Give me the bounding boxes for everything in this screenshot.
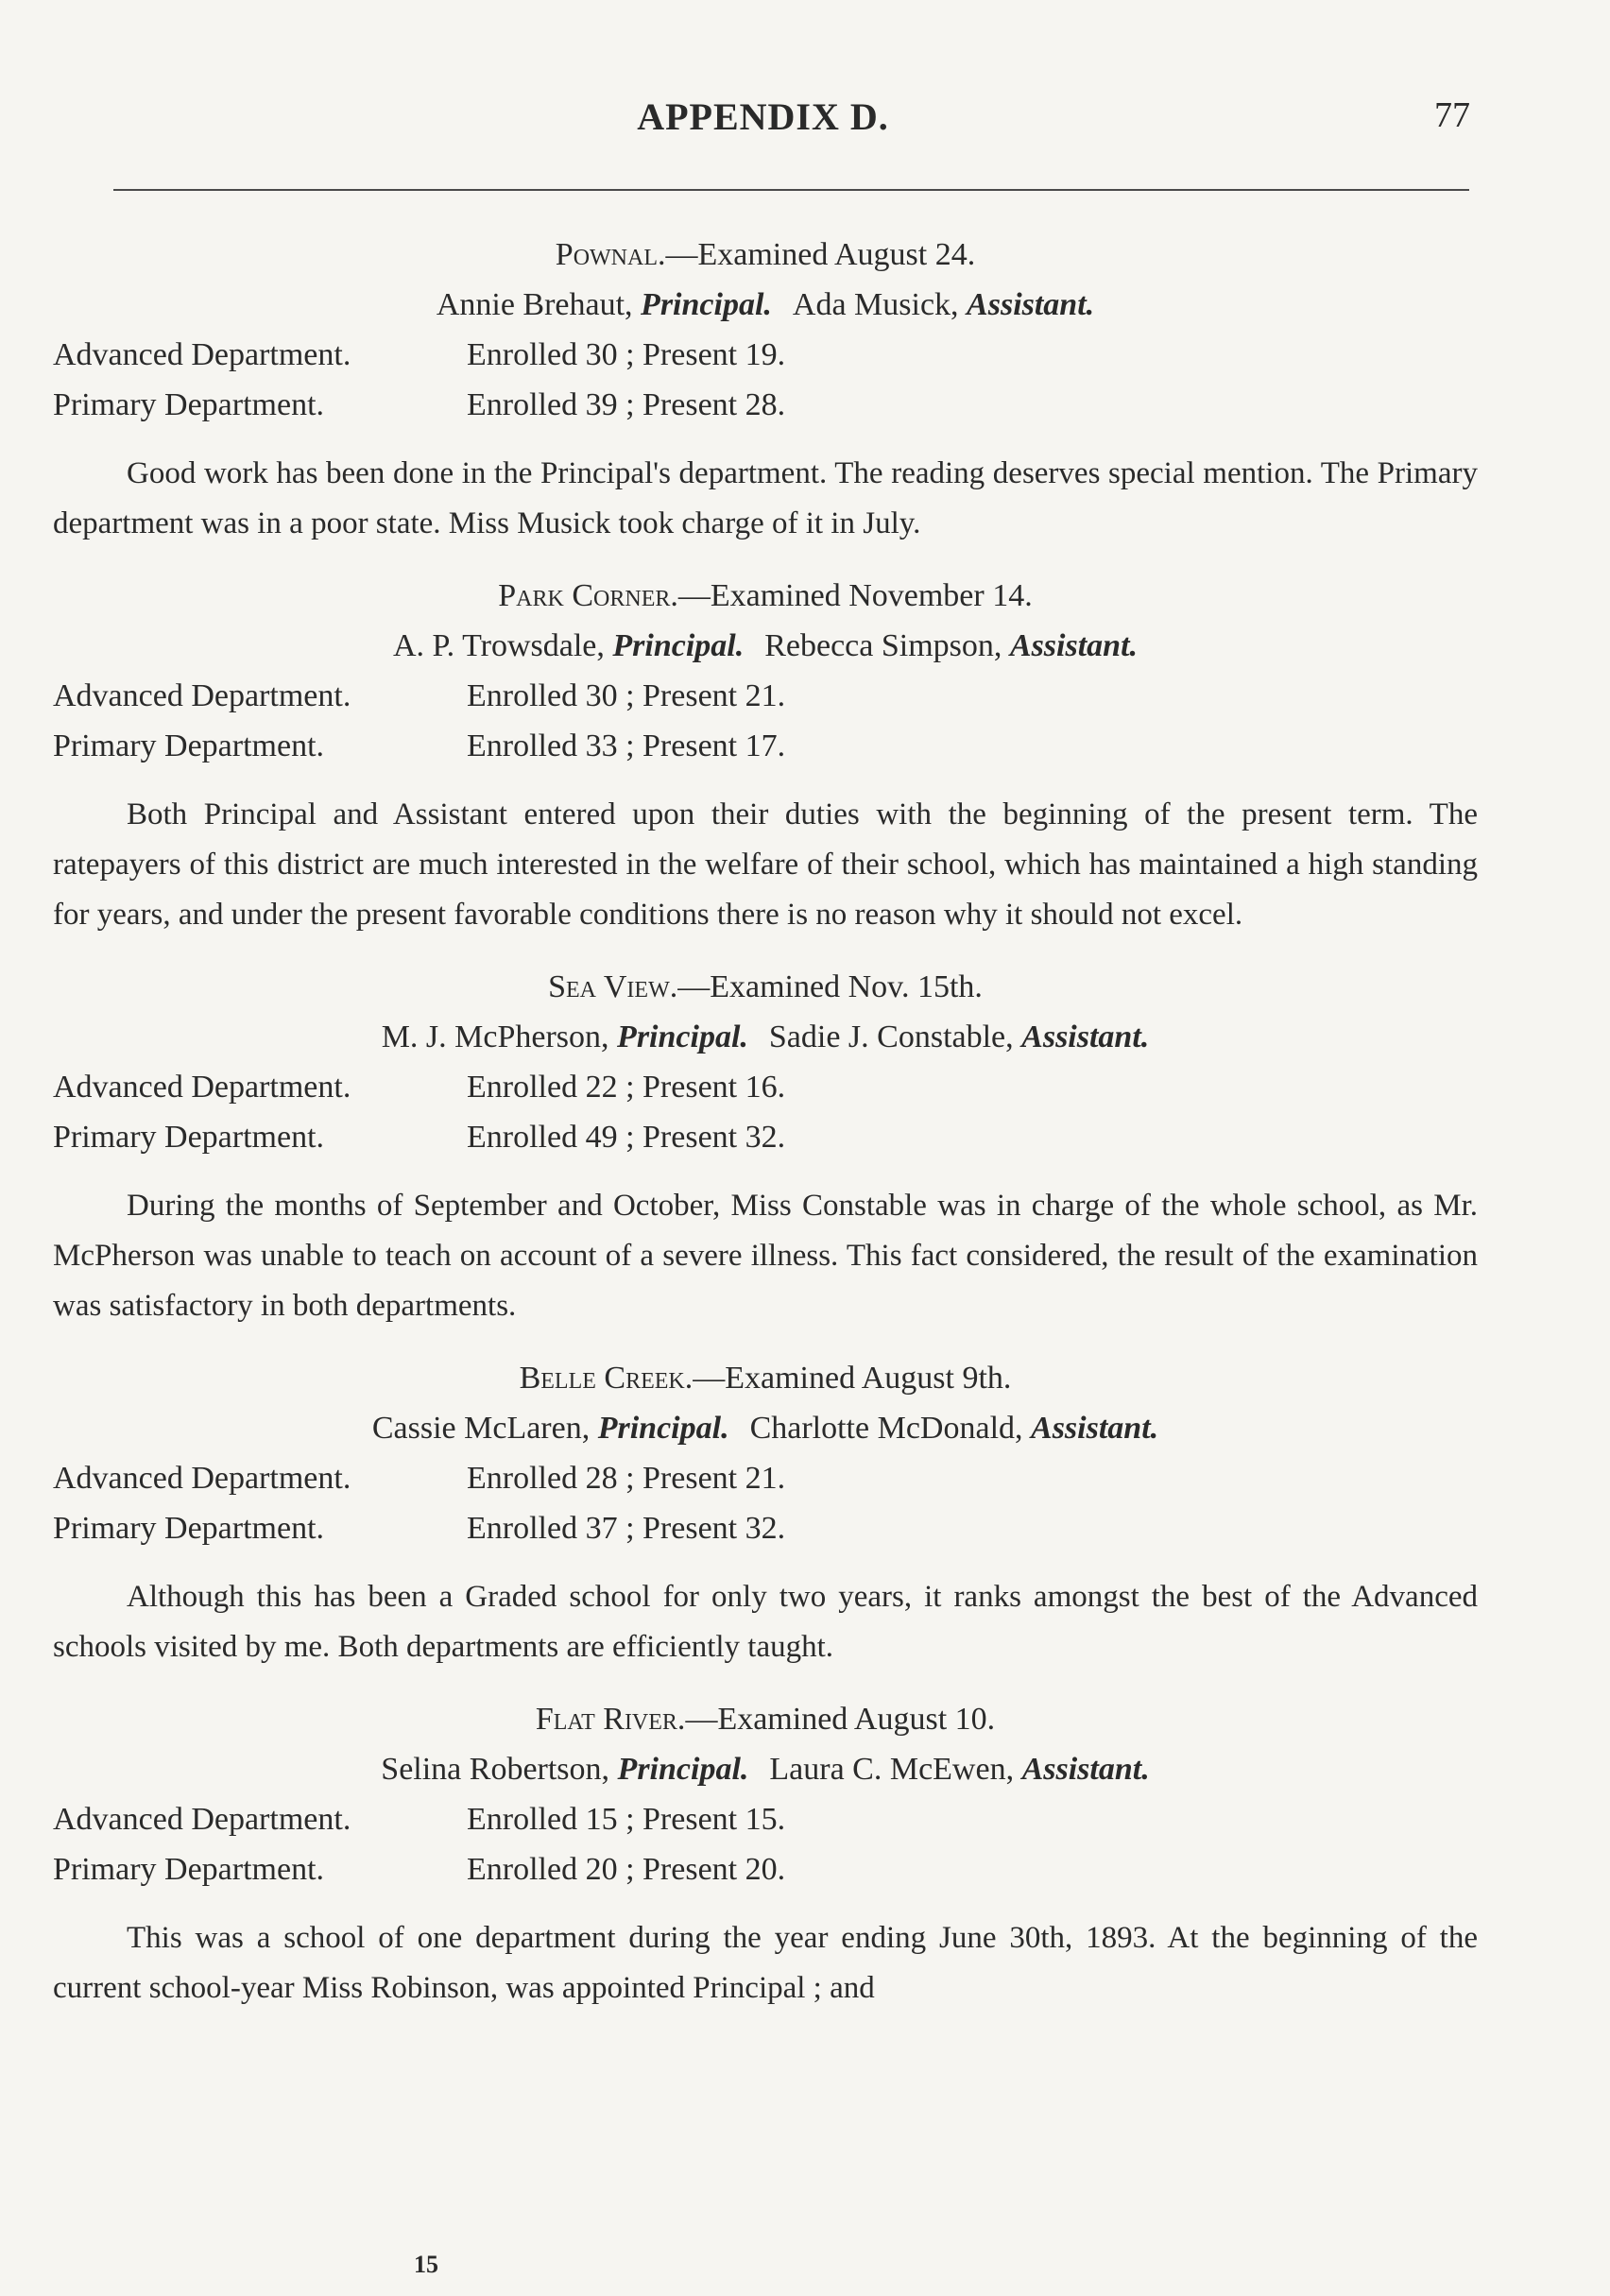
department-figures: Enrolled 39 ; Present 28. <box>467 387 786 422</box>
staff-line <box>53 1403 1478 1453</box>
department-figures: Enrolled 33 ; Present 17. <box>467 728 786 763</box>
advanced-department-row <box>53 1794 1478 1844</box>
section-heading <box>53 963 1478 1012</box>
principal: M. J. McPherson, Principal. <box>381 1019 748 1054</box>
department-figures: Enrolled 30 ; Present 21. <box>467 678 786 713</box>
department-label: Primary Department. <box>53 387 325 422</box>
department-figures: Enrolled 22 ; Present 16. <box>467 1070 786 1105</box>
department-figures: Enrolled 49 ; Present 32. <box>467 1120 786 1155</box>
advanced-department-row <box>53 330 1478 380</box>
staff-line <box>53 1012 1478 1062</box>
section-heading <box>53 231 1478 280</box>
examined-date: —Examined August 24. <box>665 237 976 272</box>
department-label: Primary Department. <box>53 1120 325 1155</box>
section-heading <box>53 1695 1478 1744</box>
department-table <box>53 1453 1478 1553</box>
examined-date: —Examined Nov. 15th. <box>677 969 983 1004</box>
department-table <box>53 671 1478 771</box>
department-table <box>53 1794 1478 1894</box>
school-name: Flat River. <box>535 1702 686 1737</box>
department-figures: Enrolled 20 ; Present 20. <box>467 1852 786 1887</box>
page-header <box>0 87 1610 144</box>
primary-department-row <box>53 380 1478 430</box>
department-figures: Enrolled 28 ; Present 21. <box>467 1461 786 1496</box>
department-label: Primary Department. <box>53 1852 325 1887</box>
header-rule <box>113 189 1469 191</box>
section-paragraph: Good work has been done in the Principal's department. The reading deserves special mention. The Primary department was in a poor state. Miss Musick took charge of it in July. <box>53 456 1478 540</box>
examined-date: —Examined August 10. <box>685 1702 996 1737</box>
section-paragraph: During the months of September and October, Miss Constable was in charge of the whole school, as Mr. McPherson was unable to teach on account of a severe illness. This fact considered, the result of the examination was satisfactory in both departments. <box>53 1189 1478 1323</box>
section-heading <box>53 1354 1478 1403</box>
primary-department-row <box>53 1112 1478 1162</box>
department-table <box>53 330 1478 430</box>
primary-department-row <box>53 1844 1478 1894</box>
assistant: Ada Musick, Assistant. <box>792 287 1095 322</box>
advanced-department-row <box>53 671 1478 721</box>
examined-date: —Examined November 14. <box>677 578 1033 613</box>
page-number: 77 <box>1434 95 1470 135</box>
school-section <box>53 1354 1478 1672</box>
assistant: Sadie J. Constable, Assistant. <box>768 1019 1150 1054</box>
school-name: Belle Creek. <box>519 1361 694 1396</box>
section-paragraph: Although this has been a Graded school for only two years, it ranks amongst the best of the Advanced schools visited by me. Both departments are efficiently taught. <box>53 1580 1478 1664</box>
page-content <box>53 231 1478 2036</box>
school-section <box>53 231 1478 549</box>
department-label: Advanced Department. <box>53 678 351 713</box>
examined-date: —Examined August 9th. <box>693 1361 1012 1396</box>
assistant: Laura C. McEwen, Assistant. <box>769 1752 1150 1787</box>
department-label: Advanced Department. <box>53 1070 351 1105</box>
principal: Cassie McLaren, Principal. <box>371 1411 729 1446</box>
department-label: Primary Department. <box>53 1511 325 1546</box>
department-label: Advanced Department. <box>53 337 351 372</box>
department-label: Primary Department. <box>53 728 325 763</box>
signature-mark: 15 <box>414 2251 438 2278</box>
section-heading <box>53 572 1478 621</box>
assistant: Rebecca Simpson, Assistant. <box>764 628 1139 663</box>
staff-line <box>53 621 1478 671</box>
department-figures: Enrolled 37 ; Present 32. <box>467 1511 786 1546</box>
primary-department-row <box>53 721 1478 771</box>
school-name: Park Corner. <box>498 578 678 613</box>
staff-line <box>53 280 1478 330</box>
school-section <box>53 1695 1478 2013</box>
school-section <box>53 572 1478 940</box>
assistant: Charlotte McDonald, Assistant. <box>749 1411 1159 1446</box>
department-label: Advanced Department. <box>53 1461 351 1496</box>
department-table <box>53 1062 1478 1162</box>
principal: A. P. Trowsdale, Principal. <box>392 628 745 663</box>
principal: Annie Brehaut, Principal. <box>436 287 772 322</box>
school-name: Sea View. <box>548 969 678 1004</box>
staff-line <box>53 1744 1478 1794</box>
section-paragraph: Both Principal and Assistant entered upon their duties with the beginning of the present term. The ratepayers of this district are much interested in the welfare of their school, which has maintained a high standing for years, and under the present favorable conditions there is no reason why it should not excel. <box>53 797 1478 932</box>
department-label: Advanced Department. <box>53 1802 351 1837</box>
primary-department-row <box>53 1503 1478 1553</box>
school-section <box>53 963 1478 1331</box>
department-figures: Enrolled 30 ; Present 19. <box>467 337 786 372</box>
principal: Selina Robertson, Principal. <box>381 1752 749 1787</box>
department-figures: Enrolled 15 ; Present 15. <box>467 1802 786 1837</box>
page-title: APPENDIX D. <box>637 95 889 138</box>
school-name: Pownal. <box>555 237 666 272</box>
section-paragraph: This was a school of one department during the year ending June 30th, 1893. At the beginning of the current school-year Miss Robinson, was appointed Principal ; and <box>53 1921 1478 2005</box>
advanced-department-row <box>53 1453 1478 1503</box>
advanced-department-row <box>53 1062 1478 1112</box>
